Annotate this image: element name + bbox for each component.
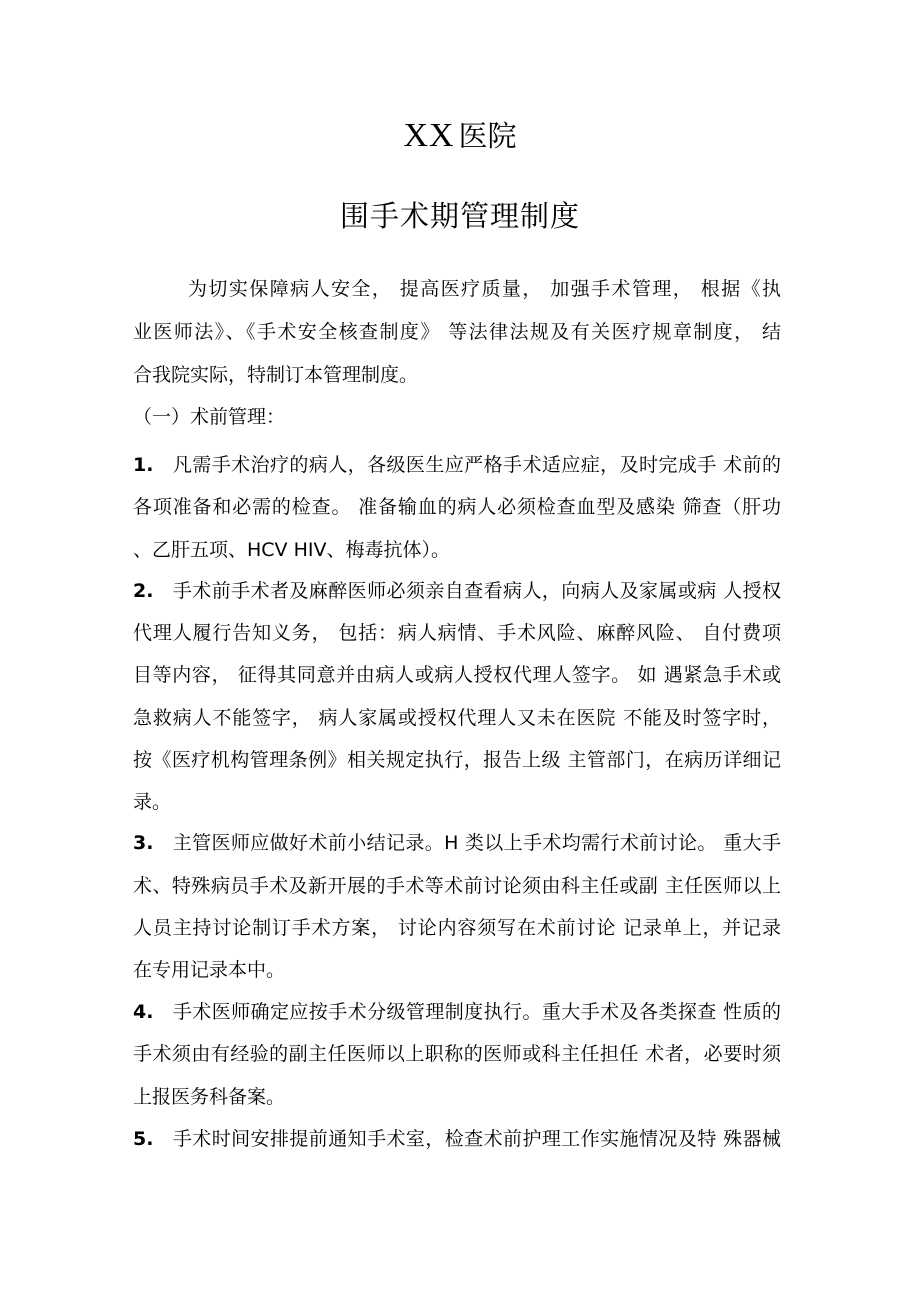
intro-line: 为切实保障病人安全， 提高医疗质量， 加强手术管理， 根据《执 [188,278,781,300]
item-text: 手术时间安排提前通知手术室，检查术前护理工作实施情况及特 殊器械 [172,1128,781,1150]
list-item-line: 按《医疗机构管理条例》相关规定执行，报告上级 主管部门，在病历详细记 [133,749,781,771]
list-item-line: 上报医务科备案。 [133,1086,286,1108]
list-item-line: 各项准备和必需的检查。 准备输血的病人必须检查血型及感染 筛查（肝功 [133,496,781,518]
title-suffix: 医院 [458,119,517,153]
title-prefix: XX [403,117,455,154]
list-item-first-line [133,998,781,1026]
list-item-line: 手术须由有经验的副主任医师以上职称的医师或科主任担任 术者，必要时须 [133,1043,781,1065]
item-number: 3. [133,832,154,854]
list-item-first-line [133,829,781,857]
document-subtitle: 围手术期管理制度 [339,199,580,233]
section-heading: （一）术前管理： [133,406,286,428]
list-item-first-line [133,1125,781,1153]
item-text: 凡需手术治疗的病人，各级医生应严格手术适应症，及时完成手 术前的 [172,454,781,476]
list-item-line: 在专用记录本中。 [133,959,286,981]
list-item-first-line [133,451,781,479]
list-item-line: 目等内容， 征得其同意并由病人或病人授权代理人签字。 如 遇紧急手术或 [133,664,781,686]
list-item-line: 急救病人不能签字， 病人家属或授权代理人又未在医院 不能及时签字时， [133,707,781,729]
list-item-line: 术、特殊病员手术及新开展的手术等术前讨论须由科主任或副 主任医师以上 [133,875,781,897]
item-number: 4. [133,1001,154,1023]
list-item-line: 、乙肝五项、HCV HIV、梅毒抗体）。 [133,539,450,561]
intro-line: 合我院实际，特制订本管理制度。 [133,364,419,386]
list-item-first-line [133,577,781,605]
item-number: 2. [133,580,154,602]
list-item-line: 代理人履行告知义务， 包括：病人病情、手术风险、麻醉风险、 自付费项 [133,622,781,644]
item-text: 手术医师确定应按手术分级管理制度执行。重大手术及各类探查 性质的 [172,1001,781,1023]
document-title [0,113,920,159]
item-number: 1. [133,454,154,476]
item-text: 主管医师应做好术前小结记录。H 类以上手术均需行术前讨论。 重大手 [172,832,781,854]
item-number: 5. [133,1128,154,1150]
item-text: 手术前手术者及麻醉医师必须亲自查看病人，向病人及家属或病 人授权 [172,580,781,602]
list-item-line: 录。 [133,791,172,813]
intro-line: 业医师法》、《手术安全核查制度》 等法律法规及有关医疗规章制度， 结 [133,321,781,343]
list-item-line: 人员主持讨论制订手术方案， 讨论内容须写在术前讨论 记录单上，并记录 [133,917,781,939]
